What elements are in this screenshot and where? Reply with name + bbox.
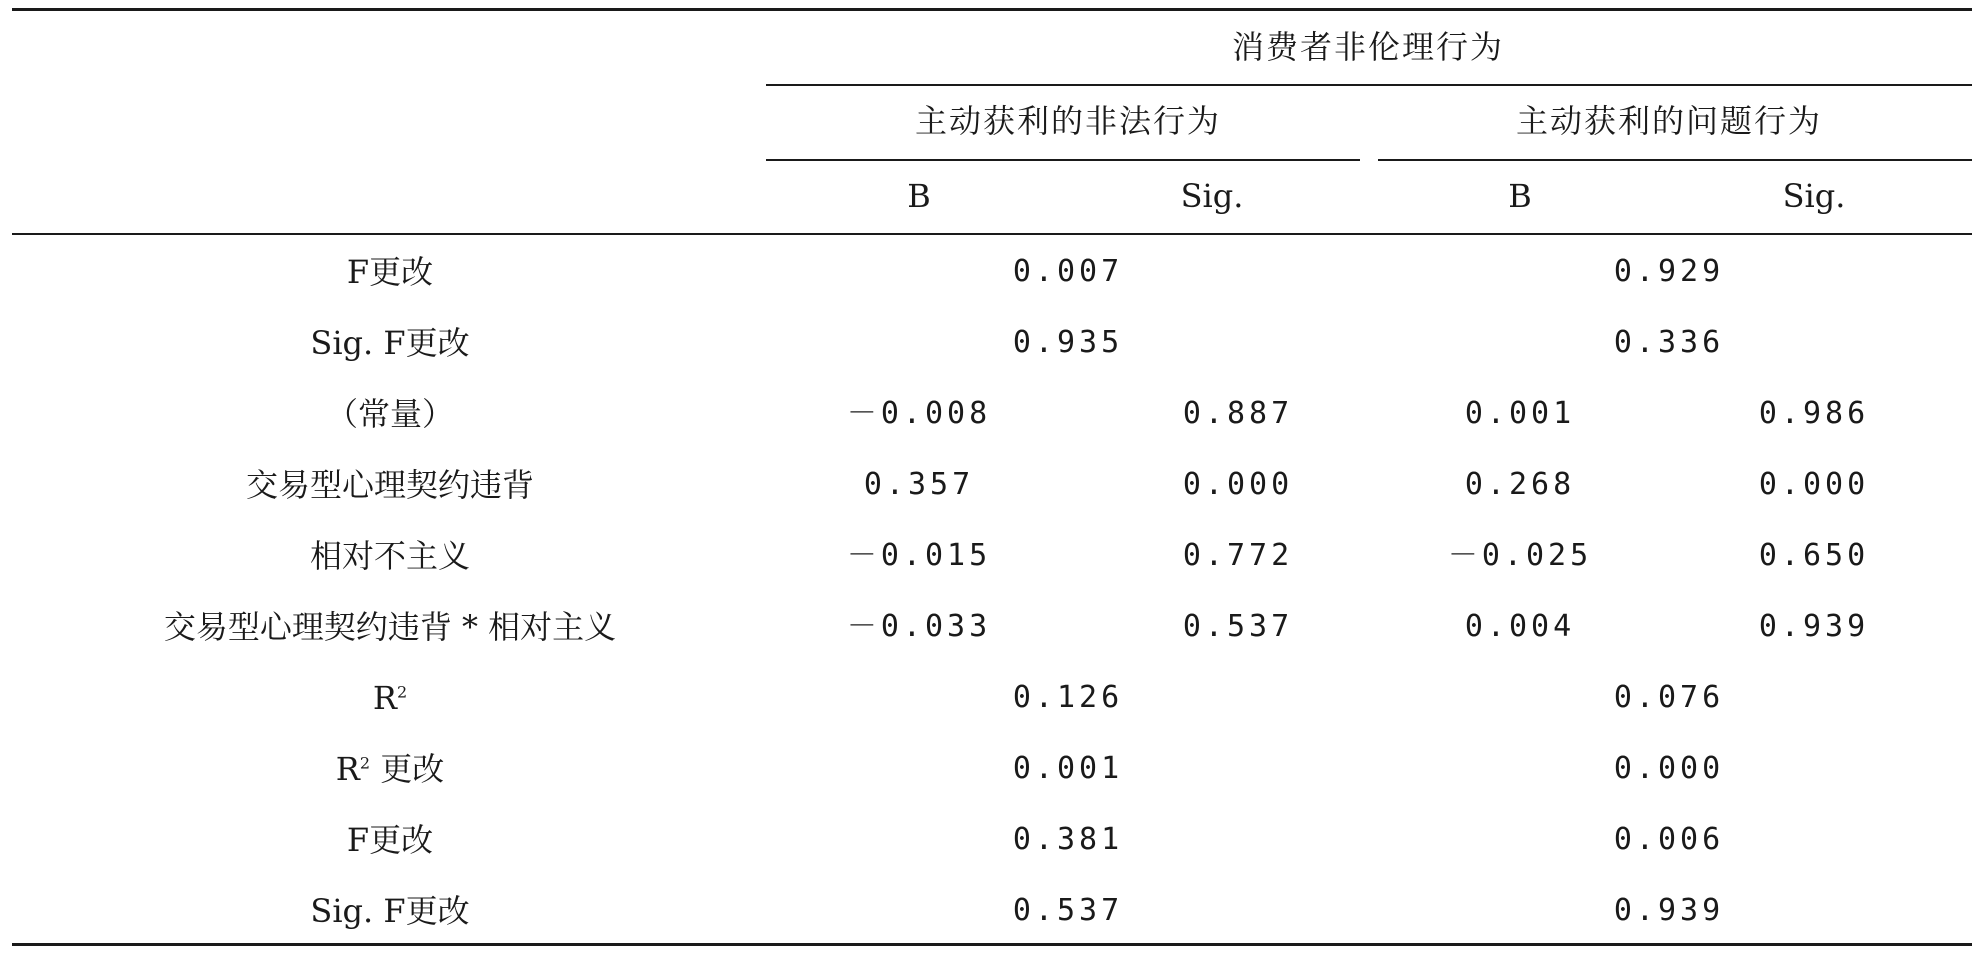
value-cell: －0.025 (1447, 538, 1593, 573)
value-cell: －0.008 (846, 396, 992, 431)
column-header-b-2: B (1508, 177, 1532, 215)
subgroup-title-illegal: 主动获利的非法行为 (914, 102, 1222, 140)
value-cell: 0.268 (1464, 467, 1576, 502)
row-label (164, 607, 616, 647)
group-title: 消费者非伦理行为 (1231, 28, 1505, 66)
group-rule (766, 84, 1972, 86)
merged-value-cell: 0.336 (1613, 325, 1725, 360)
merged-value-cell: 0.000 (1613, 751, 1725, 786)
merged-value-cell: 0.537 (1012, 893, 1124, 928)
row-label-text: 交易型心理契约违背 * 相对主义 (163, 608, 617, 646)
value-cell: 0.004 (1464, 609, 1576, 644)
merged-value-cell: 0.381 (1012, 822, 1124, 857)
subgroup-title-problem: 主动获利的问题行为 (1515, 102, 1823, 140)
row-label-text: 相对不主义 (309, 537, 471, 575)
merged-value-cell: 0.007 (1012, 254, 1124, 289)
merged-value-cell: 0.006 (1613, 822, 1725, 857)
row-label (373, 678, 407, 718)
value-cell: 0.772 (1182, 538, 1294, 573)
row-label-suffix: 更改 (370, 750, 445, 788)
row-label-superscript: 2 (396, 682, 408, 702)
column-header-b-1: B (907, 177, 931, 215)
value-cell: 0.887 (1182, 396, 1294, 431)
row-label-text: R (372, 679, 397, 717)
merged-value-cell: 0.001 (1012, 751, 1124, 786)
header-bottom-rule (12, 233, 1972, 235)
row-label (246, 465, 534, 505)
row-label (310, 536, 470, 576)
row-label-text: Sig. F更改 (310, 892, 470, 930)
bottom-rule (12, 943, 1972, 946)
column-header-sig-2: Sig. (1782, 177, 1846, 215)
top-rule (12, 8, 1972, 11)
row-label-text: Sig. F更改 (310, 324, 470, 362)
merged-value-cell: 0.929 (1613, 254, 1725, 289)
value-cell: －0.033 (846, 609, 992, 644)
merged-value-cell: 0.939 (1613, 893, 1725, 928)
value-cell: 0.537 (1182, 609, 1294, 644)
row-label-text: （常量） (325, 395, 455, 433)
value-cell: 0.357 (863, 467, 975, 502)
merged-value-cell: 0.935 (1012, 325, 1124, 360)
merged-value-cell: 0.126 (1012, 680, 1124, 715)
value-cell: 0.650 (1758, 538, 1870, 573)
value-cell: 0.986 (1758, 396, 1870, 431)
row-label (310, 891, 469, 931)
value-cell: －0.015 (846, 538, 992, 573)
row-label-superscript: 2 (359, 753, 371, 773)
subgroup-rule-left (766, 159, 1360, 161)
value-cell: 0.000 (1758, 467, 1870, 502)
row-label (310, 323, 469, 363)
merged-value-cell: 0.076 (1613, 680, 1725, 715)
column-header-sig-1: Sig. (1180, 177, 1244, 215)
row-label-text: F更改 (346, 821, 434, 859)
row-label-text: R (335, 750, 360, 788)
row-label (336, 749, 444, 789)
subgroup-rule-right (1378, 159, 1972, 161)
row-label-text: 交易型心理契约违背 (245, 466, 535, 504)
row-label-text: F更改 (346, 253, 434, 291)
row-label (326, 394, 454, 434)
value-cell: 0.000 (1182, 467, 1294, 502)
value-cell: 0.001 (1464, 396, 1576, 431)
row-label (347, 820, 433, 860)
row-label (347, 252, 433, 292)
value-cell: 0.939 (1758, 609, 1870, 644)
